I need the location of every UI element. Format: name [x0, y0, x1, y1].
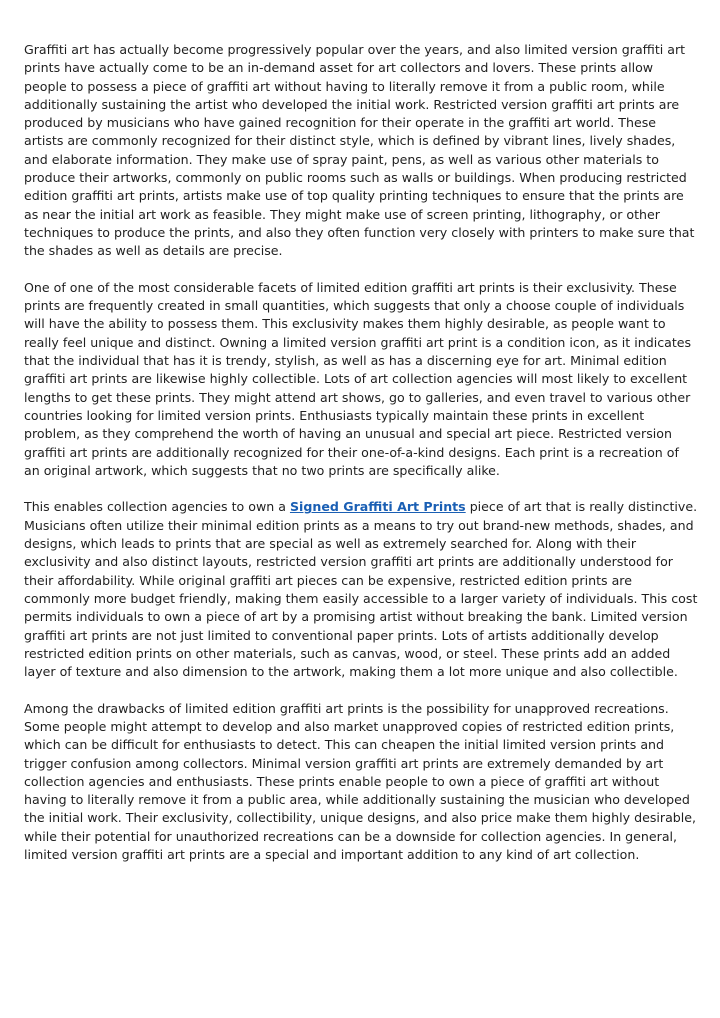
paragraph-4: Among the drawbacks of limited edition graffiti art prints is the possibility for unapproved recreations. Some people might attempt to develop and also market unapproved copies of restricted edition prints, which can be difficult for enthusiasts to detect. This can cheapen the initial limited version prints and trigger confusion among collectors. Minimal version graffiti art prints are extremely demanded by art collection agencies and enthusiasts. These prints enable people to own a piece of graffiti art without having to literally remove it from a public area, while additionally sustaining the musician who developed the initial work. Their exclusivity, collectibility, unique designs, and also price make them highly desirable, while their potential for unauthorized recreations can be a downside for collection agencies. In general, limited version graffiti art prints are a special and important addition to any kind of art collection.	[24, 700, 697, 863]
paragraph-1: Graffiti art has actually become progressively popular over the years, and also limited version graffiti art prints have actually come to be an in-demand asset for art collectors and lovers. These prints allow people to possess a piece of graffiti art without having to literally remove it from a public room, while additionally sustaining the artist who developed the initial work. Restricted version graffiti art prints are produced by musicians who have gained recognition for their operate in the graffiti art world. These artists are commonly recognized for their distinct style, which is defined by vibrant lines, lively shades, and elaborate information. They make use of spray paint, pens, as well as various other materials to produce their artworks, commonly on public rooms such as walls or buildings. When producing restricted edition graffiti art prints, artists make use of top quality printing techniques to ensure that the prints are as near the initial art work as feasible. They might make use of screen printing, lithography, or other techniques to produce the prints, and also they often function very closely with printers to make sure that the shades as well as details are precise.	[24, 42, 695, 259]
signed-graffiti-art-prints-link[interactable]: Signed Graffiti Art Prints	[289, 499, 466, 515]
paragraph-2: One of one of the most considerable facets of limited edition graffiti art prints is their exclusivity. These prints are frequently created in small quantities, which suggests that only a choose couple of individuals will have the ability to possess them. This exclusivity makes them highly desirable, as people want to really feel unique and distinct. Owning a limited version graffiti art print is a condition icon, as it indicates that the individual that has it is trendy, stylish, as well as has a discerning eye for art. Minimal edition graffiti art prints are likewise highly collectible. Lots of art collection agencies will most likely to excellent lengths to get these prints. They might attend art shows, go to galleries, and even travel to various other countries looking for limited version prints. Enthusiasts typically maintain these prints in excellent problem, as they comprehend the worth of having an unusual and special art piece. Restricted version graffiti art prints are additionally recognized for their one-of-a-kind designs. Each print is a recreation of an original artwork, which suggests that no two prints are specifically alike.	[24, 279, 692, 478]
paragraph-3-text-start: This enables collection agencies to own a	[24, 499, 290, 515]
paragraph-3	[24, 498, 698, 681]
paragraph-3-text-end: piece of art that is really distinctive. Musicians often utilize their minimal edition prints as a means to try out brand-new methods, shades, and designs, which leads to prints that are special as well as extremely searched for. Along with their exclusivity and also distinct layouts, restricted version graffiti art prints are additionally understood for their affordability. While original graffiti art pieces can be expensive, restricted edition prints are commonly more budget friendly, making them easily accessible to a larger variety of individuals. This cost permits individuals to own a piece of art by a promising artist without breaking the bank. Limited version graffiti art prints are not just limited to conventional paper prints. Lots of artists additionally develop restricted edition prints on other materials, such as canvas, wood, or steel. These prints add an added layer of texture and also dimension to the artwork, making them a lot more unique and also collectible.	[24, 499, 698, 680]
article-body	[24, 41, 698, 883]
